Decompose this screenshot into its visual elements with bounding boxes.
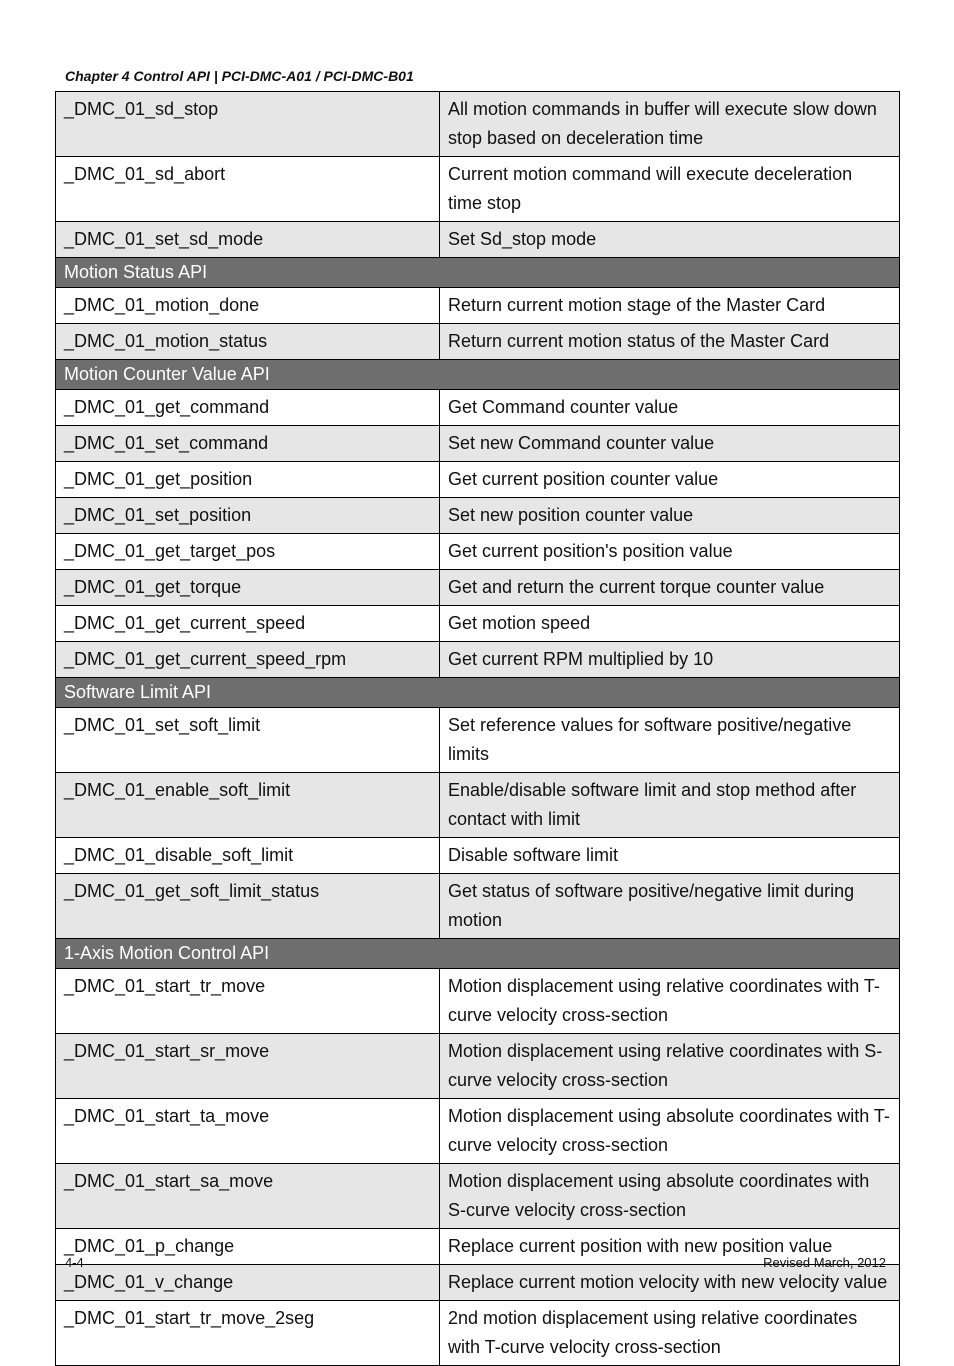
table-row bbox=[56, 708, 900, 773]
table-row bbox=[56, 570, 900, 606]
function-name-cell: _DMC_01_start_sa_move bbox=[56, 1164, 440, 1229]
table-row bbox=[56, 498, 900, 534]
description-cell: Get motion speed bbox=[440, 606, 900, 642]
function-name-cell: _DMC_01_start_ta_move bbox=[56, 1099, 440, 1164]
description-cell: Get current RPM multiplied by 10 bbox=[440, 642, 900, 678]
description-cell: Return current motion status of the Master Card bbox=[440, 324, 900, 360]
description-cell: Set reference values for software positive/negative limits bbox=[440, 708, 900, 773]
table-row bbox=[56, 1164, 900, 1229]
function-name-cell: _DMC_01_set_soft_limit bbox=[56, 708, 440, 773]
section-title: Motion Status API bbox=[56, 258, 900, 288]
table-row bbox=[56, 92, 900, 157]
description-cell: Replace current position with new position value bbox=[440, 1229, 900, 1265]
page-number: 4-4 bbox=[65, 1255, 84, 1270]
function-name-cell: _DMC_01_motion_done bbox=[56, 288, 440, 324]
function-name-cell: _DMC_01_disable_soft_limit bbox=[56, 838, 440, 874]
description-cell: 2nd motion displacement using relative coordinates with T-curve velocity cross-section bbox=[440, 1301, 900, 1366]
function-name-cell: _DMC_01_get_soft_limit_status bbox=[56, 874, 440, 939]
table-row bbox=[56, 534, 900, 570]
section-title: Software Limit API bbox=[56, 678, 900, 708]
table-row bbox=[56, 1034, 900, 1099]
section-title: 1-Axis Motion Control API bbox=[56, 939, 900, 969]
section-title: Motion Counter Value API bbox=[56, 360, 900, 390]
function-name-cell: _DMC_01_start_tr_move bbox=[56, 969, 440, 1034]
table-row bbox=[56, 390, 900, 426]
function-name-cell: _DMC_01_set_command bbox=[56, 426, 440, 462]
table-row bbox=[56, 773, 900, 838]
description-cell: Get current position counter value bbox=[440, 462, 900, 498]
description-cell: Get current position's position value bbox=[440, 534, 900, 570]
section-header-row bbox=[56, 258, 900, 288]
function-name-cell: _DMC_01_start_sr_move bbox=[56, 1034, 440, 1099]
function-name-cell: _DMC_01_get_position bbox=[56, 462, 440, 498]
description-cell: Get status of software positive/negative limit during motion bbox=[440, 874, 900, 939]
section-header-row bbox=[56, 360, 900, 390]
table-row bbox=[56, 324, 900, 360]
description-cell: Disable software limit bbox=[440, 838, 900, 874]
function-name-cell: _DMC_01_sd_abort bbox=[56, 157, 440, 222]
description-cell: Get and return the current torque counter value bbox=[440, 570, 900, 606]
description-cell: Current motion command will execute deceleration time stop bbox=[440, 157, 900, 222]
revision-date: Revised March, 2012 bbox=[763, 1255, 886, 1270]
description-cell: All motion commands in buffer will execute slow down stop based on deceleration time bbox=[440, 92, 900, 157]
function-name-cell: _DMC_01_get_torque bbox=[56, 570, 440, 606]
function-name-cell: _DMC_01_sd_stop bbox=[56, 92, 440, 157]
table-row bbox=[56, 462, 900, 498]
section-header-row bbox=[56, 678, 900, 708]
page-header: Chapter 4 Control API | PCI-DMC-A01 / PCI-DMC-B01 bbox=[65, 68, 414, 84]
function-name-cell: _DMC_01_motion_status bbox=[56, 324, 440, 360]
description-cell: Motion displacement using absolute coordinates with T-curve velocity cross-section bbox=[440, 1099, 900, 1164]
description-cell: Get Command counter value bbox=[440, 390, 900, 426]
description-cell: Set Sd_stop mode bbox=[440, 222, 900, 258]
section-header-row bbox=[56, 939, 900, 969]
table-row bbox=[56, 1099, 900, 1164]
table-row bbox=[56, 606, 900, 642]
description-cell: Enable/disable software limit and stop method after contact with limit bbox=[440, 773, 900, 838]
table-row bbox=[56, 426, 900, 462]
description-cell: Motion displacement using absolute coordinates with S-curve velocity cross-section bbox=[440, 1164, 900, 1229]
table-row bbox=[56, 157, 900, 222]
table-row bbox=[56, 642, 900, 678]
api-table bbox=[55, 91, 900, 1366]
description-cell: Set new position counter value bbox=[440, 498, 900, 534]
description-cell: Motion displacement using relative coordinates with T-curve velocity cross-section bbox=[440, 969, 900, 1034]
function-name-cell: _DMC_01_get_current_speed bbox=[56, 606, 440, 642]
function-name-cell: _DMC_01_set_position bbox=[56, 498, 440, 534]
description-cell: Set new Command counter value bbox=[440, 426, 900, 462]
table-row bbox=[56, 288, 900, 324]
description-cell: Replace current motion velocity with new velocity value bbox=[440, 1265, 900, 1301]
function-name-cell: _DMC_01_set_sd_mode bbox=[56, 222, 440, 258]
function-name-cell: _DMC_01_get_current_speed_rpm bbox=[56, 642, 440, 678]
description-cell: Return current motion stage of the Master Card bbox=[440, 288, 900, 324]
table-row bbox=[56, 874, 900, 939]
function-name-cell: _DMC_01_v_change bbox=[56, 1265, 440, 1301]
table-row bbox=[56, 838, 900, 874]
api-table-body bbox=[56, 92, 900, 1366]
table-row bbox=[56, 222, 900, 258]
function-name-cell: _DMC_01_start_tr_move_2seg bbox=[56, 1301, 440, 1366]
description-cell: Motion displacement using relative coordinates with S-curve velocity cross-section bbox=[440, 1034, 900, 1099]
function-name-cell: _DMC_01_p_change bbox=[56, 1229, 440, 1265]
table-row bbox=[56, 969, 900, 1034]
function-name-cell: _DMC_01_enable_soft_limit bbox=[56, 773, 440, 838]
function-name-cell: _DMC_01_get_command bbox=[56, 390, 440, 426]
table-row bbox=[56, 1301, 900, 1366]
function-name-cell: _DMC_01_get_target_pos bbox=[56, 534, 440, 570]
